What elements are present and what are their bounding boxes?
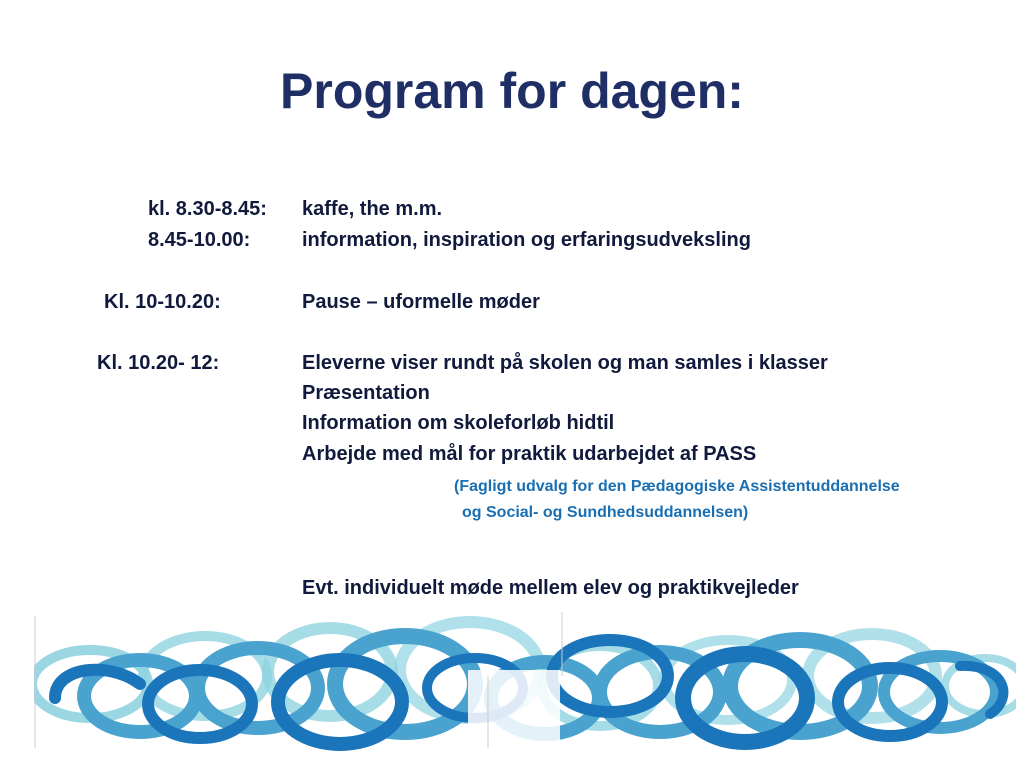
final-line: Evt. individuelt møde mellem elev og praktikvejleder	[302, 577, 799, 599]
schedule-item-2: information, inspiration og erfaringsudveksling	[302, 229, 751, 251]
schedule-time-3: Kl. 10-10.20:	[104, 291, 221, 313]
schedule-item-4-line-3: Information om skoleforløb hidtil	[302, 412, 615, 434]
note-line-2: og Social- og Sundhedsuddannelsen)	[462, 504, 749, 521]
schedule-item-4-line-4: Arbejde med mål for praktik udarbejdet af PASS	[302, 443, 757, 465]
schedule-item-1: kaffe, the m.m.	[302, 198, 443, 220]
slide-title: Program for dagen:	[280, 63, 744, 119]
schedule-time-1: kl. 8.30-8.45:	[148, 198, 267, 220]
note-line-1: (Fagligt udvalg for den Pædagogiske Assistentuddannelse	[454, 478, 900, 495]
schedule-item-4-line-1: Eleverne viser rundt på skolen og man samles i klasser	[302, 352, 828, 374]
schedule-item-3: Pause – uformelle møder	[302, 291, 540, 313]
interlocking-rings-banner	[0, 606, 1024, 768]
schedule-time-2: 8.45-10.00:	[148, 229, 251, 251]
schedule-item-4-line-2: Præsentation	[302, 382, 430, 404]
schedule-time-4: Kl. 10.20- 12:	[97, 352, 220, 374]
